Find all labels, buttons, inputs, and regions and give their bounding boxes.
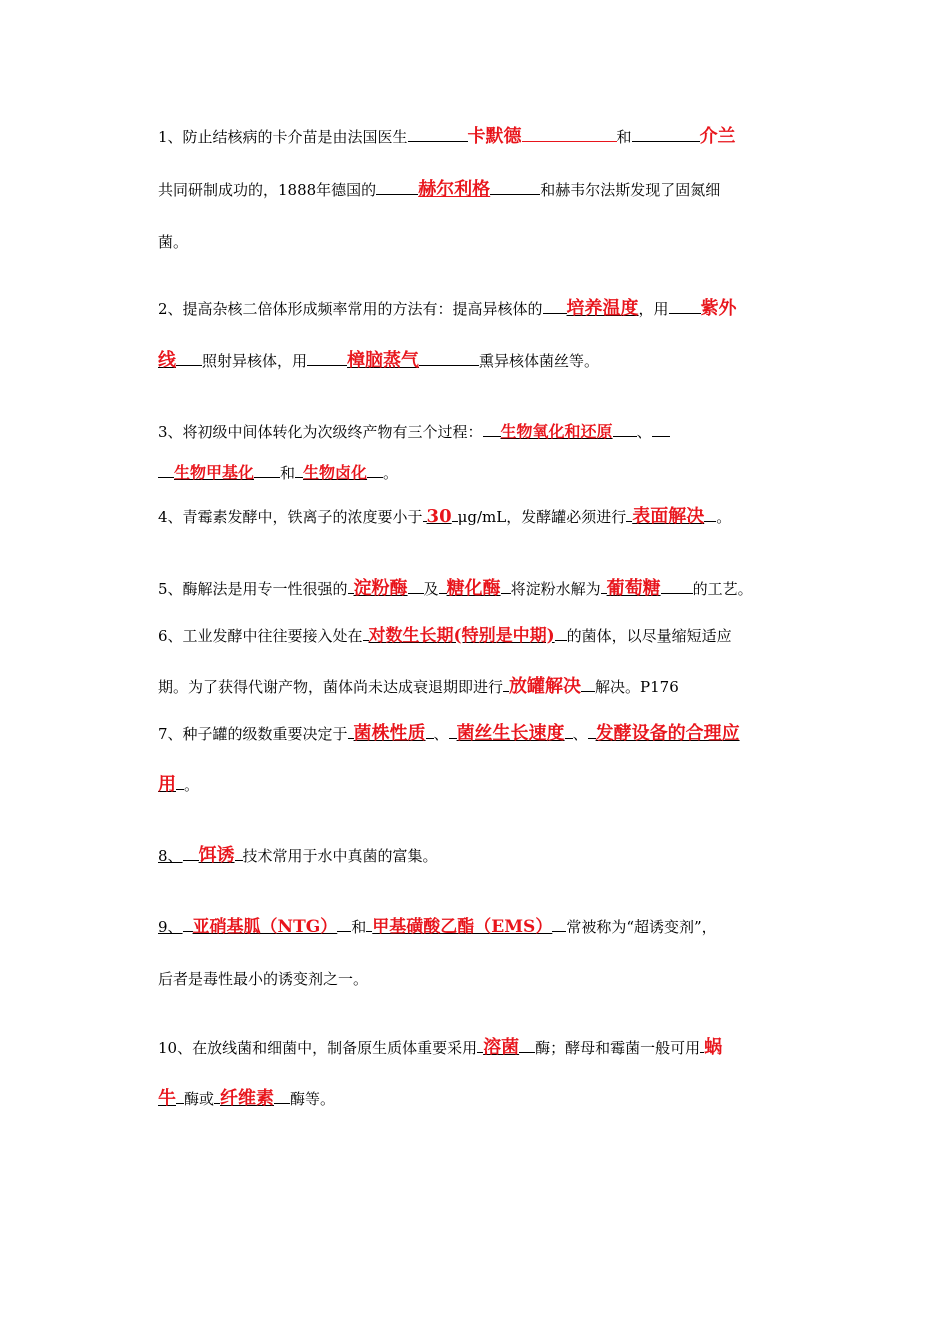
- q1-text: 和: [616, 128, 632, 146]
- q2-answer-2b: 线: [158, 350, 176, 371]
- q6-text: 6、工业发酵中往往要接入处在: [158, 627, 363, 645]
- q4-line: [158, 506, 731, 528]
- q2-answer-3: 樟脑蒸气: [347, 350, 420, 371]
- q6-answer-1: 对数生长期(特别是中期): [368, 626, 555, 646]
- q7-line1: [158, 723, 740, 745]
- blank: [376, 179, 418, 195]
- q9-answer-1: 亚硝基胍（NTG）: [192, 917, 338, 937]
- q3-text: 和: [280, 464, 296, 482]
- q7-answer-2: 菌丝生长速度: [456, 723, 565, 744]
- q10-text: 酶或: [184, 1090, 215, 1108]
- q9-line1: [158, 916, 717, 938]
- blank: [661, 578, 693, 594]
- q10-answer-3: 纤维素: [220, 1088, 275, 1109]
- q1-text: 1、防止结核病的卡介苗是由法国医生: [158, 128, 408, 146]
- blank: [158, 462, 174, 478]
- q5-answer-3: 葡萄糖: [606, 578, 661, 599]
- q5-line: [158, 578, 753, 600]
- q10-answer-1: 溶菌: [483, 1037, 520, 1058]
- q4-text: 4、青霉素发酵中，铁离子的浓度要小于: [158, 508, 423, 526]
- q5-text: 5、酶解法是用专一性很强的: [158, 580, 348, 598]
- blank: [307, 350, 347, 366]
- q7-text: 7、种子罐的级数重要决定于: [158, 725, 348, 743]
- q5-text: 的工艺。: [692, 580, 753, 598]
- q6-answer-2: 放罐解决: [509, 676, 582, 697]
- q10-answer-2a: 蜗: [704, 1037, 723, 1058]
- q1-line2: [158, 179, 720, 201]
- blank: [235, 845, 243, 861]
- q10-text: 10、在放线菌和细菌中，制备原生质体重要采用: [158, 1039, 478, 1057]
- q1-answer-2: 介兰: [699, 126, 736, 147]
- q7-text: 。: [184, 776, 200, 794]
- blank: [408, 126, 468, 142]
- blank: [408, 578, 424, 594]
- blank: [588, 723, 596, 739]
- q4-text: 。: [716, 508, 732, 526]
- q5-text: 及: [423, 580, 439, 598]
- q4-answer-1: 30: [426, 506, 452, 527]
- q5-answer-2: 糖化酶: [446, 578, 501, 599]
- blank: [176, 774, 184, 790]
- q3-text: 、: [636, 423, 652, 441]
- q1-line1: [158, 126, 736, 148]
- blank: [254, 462, 280, 478]
- q6-text: 期。为了获得代谢产物，菌体尚未达成衰退期即进行: [158, 678, 504, 696]
- q9-text: 和: [351, 918, 367, 936]
- blank: [337, 916, 351, 932]
- blank: [183, 916, 193, 932]
- q1-answer-3: 赫尔利格: [418, 179, 491, 200]
- q2-text: ，用: [638, 300, 669, 318]
- q10-text: 酶等。: [290, 1090, 336, 1108]
- q6-text: 解决。P176: [595, 678, 679, 696]
- q8-number: 8、: [158, 847, 183, 865]
- q2-text: 2、提高杂核二倍体形成频率常用的方法有：提高异核体的: [158, 300, 543, 318]
- blank: [367, 462, 383, 478]
- q3-text: 。: [383, 464, 399, 482]
- q9-text: 常被称为“超诱变剂”，: [566, 918, 717, 936]
- q10-line1: [158, 1037, 722, 1059]
- q2-text: 熏异核体菌丝等。: [479, 352, 600, 370]
- q2-answer-1: 培养温度: [566, 298, 639, 319]
- q7-answer-1: 菌株性质: [353, 723, 426, 744]
- blank: [543, 298, 567, 314]
- q9-number: 9、: [158, 918, 183, 936]
- q1-text: 和赫韦尔法斯发现了固氮细: [540, 181, 721, 199]
- q3-line1: [158, 421, 670, 443]
- q8-text: 技术常用于水中真菌的富集。: [242, 847, 438, 865]
- blank: [176, 1088, 184, 1104]
- q9-answer-2: 甲基磺酸乙酯（EMS）: [372, 917, 553, 937]
- q10-text: 酶；酵母和霉菌一般可用: [535, 1039, 701, 1057]
- q7-line2: [158, 774, 199, 796]
- blank: [295, 462, 303, 478]
- q3-text: 3、将初级中间体转化为次级终产物有三个过程：: [158, 423, 483, 441]
- blank: [449, 723, 457, 739]
- q10-answer-2b: 牛: [158, 1088, 176, 1109]
- blank: [519, 1037, 535, 1053]
- q8-line: [158, 845, 438, 867]
- blank: [274, 1088, 290, 1104]
- q7-text: 、: [572, 725, 588, 743]
- q4-text: μg/mL，发酵罐必须进行: [457, 508, 627, 526]
- q9-line2: 后者是毒性最小的诱变剂之一。: [158, 970, 369, 988]
- blank: [652, 421, 670, 437]
- blank: [555, 625, 567, 641]
- blank: [439, 578, 447, 594]
- blank: [501, 578, 511, 594]
- blank: [565, 723, 573, 739]
- blank: [183, 845, 199, 861]
- q3-answer-3: 生物卤化: [303, 463, 368, 482]
- q4-answer-2: 表面解决: [632, 506, 705, 527]
- q7-text: 、: [433, 725, 449, 743]
- q1-text: 共同研制成功的，1888年德国的: [158, 181, 377, 199]
- blank: [669, 298, 701, 314]
- q3-answer-1: 生物氧化和还原: [500, 422, 613, 441]
- blank: [704, 506, 716, 522]
- blank: [581, 676, 595, 692]
- q7-answer-3a: 发酵设备的合理应: [595, 723, 740, 744]
- q5-answer-1: 淀粉酶: [353, 578, 408, 599]
- blank: [483, 421, 501, 437]
- q2-answer-2a: 紫外: [700, 298, 737, 319]
- blank: [426, 723, 434, 739]
- blank: [419, 350, 479, 366]
- q6-line1: [158, 625, 732, 647]
- blank: [552, 916, 566, 932]
- blank: [176, 350, 202, 366]
- q6-text: 的菌体，以尽量缩短适应: [566, 627, 732, 645]
- blank: [522, 126, 617, 142]
- q7-answer-3b: 用: [158, 774, 176, 795]
- blank: [632, 126, 700, 142]
- q1-answer-1: 卡默德: [467, 126, 522, 147]
- q5-text: 将淀粉水解为: [510, 580, 601, 598]
- q1-line3: 菌。: [158, 233, 189, 251]
- blank: [490, 179, 540, 195]
- q2-text: 照射异核体，用: [202, 352, 308, 370]
- q6-line2: [158, 676, 679, 698]
- q2-line1: [158, 298, 737, 320]
- q3-answer-2: 生物甲基化: [174, 463, 255, 482]
- q8-answer-1: 饵诱: [198, 845, 235, 866]
- q10-line2: [158, 1088, 335, 1110]
- blank: [613, 421, 637, 437]
- q3-line2: [158, 462, 398, 484]
- q2-line2: [158, 350, 599, 372]
